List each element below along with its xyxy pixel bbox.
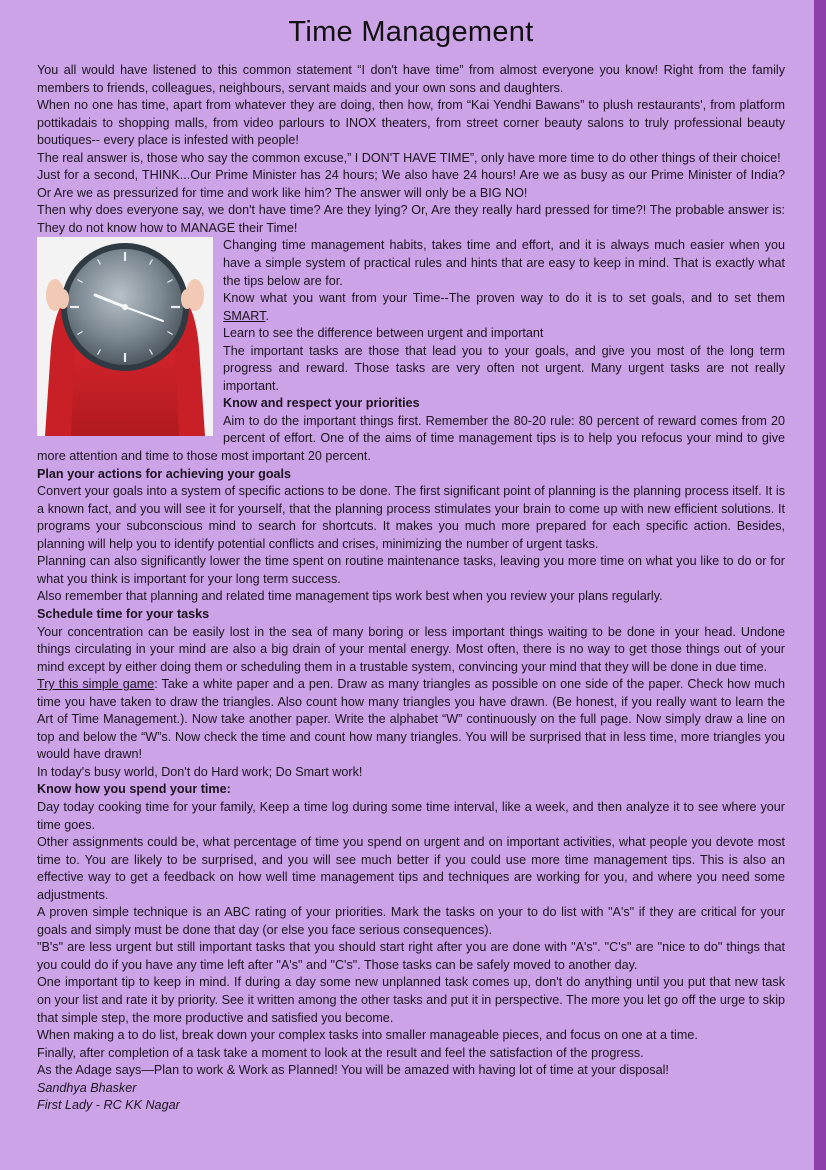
game-text: : Take a white paper and a pen. Draw as many triangles as possible on one side of the paper. Check how much time you have taken to draw the triangles. Also count how many triangles you have drawn. (Be honest, if you really want to learn the Art of Time Management.). Now take another paper. Write the alphabet “W” continuously on the full page. Now simply draw a line on top and below the “W”s. Now check the time and count how many triangles. You will be surprised that in less time, more triangles you would have drawn! — [37, 677, 785, 762]
tips-text: Know what you want from your Time--The proven way to do it is to set goals, and to set them — [223, 291, 785, 306]
decorative-side-band — [814, 0, 826, 1170]
clock-illustration — [37, 237, 213, 436]
article — [37, 0, 785, 1115]
signature-name: Sandhya Bhasker — [37, 1080, 137, 1095]
schedule-paragraph: In today's busy world, Don't do Hard work; Do Smart work! — [37, 764, 363, 779]
smart-link[interactable]: SMART — [223, 308, 266, 323]
know-paragraph: As the Adage says—Plan to work & Work as Planned! You will be amazed with having lot of time at your disposal! — [37, 1063, 669, 1078]
tips-text: . — [265, 308, 269, 323]
intro-paragraph: Then why does everyone say, we don't have time? Are they lying? Or, Are they really hard pressed for time?! The probable answer is: They do not know how to MANAGE their Time! — [37, 203, 785, 235]
section-heading-know: Know how you spend your time: — [37, 782, 231, 797]
know-paragraph: One important tip to keep in mind. If during a day some new unplanned task comes up, don't do anything until you put that new task on your list and rate it by priority. See it written among the other tasks and put it in perspective. The more you let go off the urge to skip that simple step, the more productive and satisfied you become. — [37, 975, 785, 1025]
schedule-paragraph: Your concentration can be easily lost in the sea of many boring or less important things waiting to be done in your head. Undone things circulating in your mind are also a big drain of your mental energy. Most often, there is no way to get those things out of your mind except by either doing them or scheduling them in a trustable system, convincing your mind that they will be done in due time. — [37, 624, 785, 674]
know-paragraph: Day today cooking time for your family, Keep a time log during some time interval, like a week, and then analyze it to see where your time goes. — [37, 799, 785, 832]
intro-paragraph: Just for a second, THINK...Our Prime Minister has 24 hours; We also have 24 hours! Are we as busy as our Prime Minister of India? Or Are we as pressurized for time and work like him? The answer will only be a BIG NO! — [37, 168, 785, 200]
game-paragraph — [37, 676, 785, 764]
game-label: Try this simple game — [37, 677, 155, 692]
section-heading-plan: Plan your actions for achieving your goals — [37, 466, 292, 481]
page-title: Time Management — [288, 16, 534, 48]
know-paragraph: Finally, after completion of a task take a moment to look at the result and feel the satisfaction of the progress. — [37, 1045, 644, 1060]
signature-title: First Lady - RC KK Nagar — [37, 1098, 180, 1113]
know-paragraph: "B's" are less urgent but still important tasks that you should start right after you are done with "A's". "C's" are "nice to do" things that you could do if you have any time left after "A's" and "C's". Those tasks can be safely moved to another day. — [37, 940, 785, 972]
intro-paragraph: The real answer is, those who say the common excuse,” I DON'T HAVE TIME”, only have more time to do other things of their choice! — [37, 150, 781, 165]
planning-paragraph: Convert your goals into a system of specific actions to be done. The first significant point of planning is the planning process itself. It is a known fact, and you will see it for yourself, that the planning process stimulates your brain to come up with new efficient solutions. It programs your subconscious mind to search for shortcuts. It makes you much more prepared for each specific action. Besides, planning will help you to identify potential conflicts and crises, minimizing the number of urgent tasks. — [37, 484, 785, 551]
section-heading-schedule: Schedule time for your tasks — [37, 606, 210, 621]
tips-paragraph: Aim to do the important things first. Remember the 80-20 rule: 80 percent of reward comes from 20 percent of effort. One of the aims of time management tips is to help you refocus your mind to give more attention and time to those most important 20 percent. — [37, 413, 785, 464]
planning-paragraph: Also remember that planning and related time management tips work best when you review your plans regularly. — [37, 589, 663, 604]
know-paragraph: A proven simple technique is an ABC rating of your priorities. Mark the tasks on your to do list with "A's" if they are critical for your goals and simply must be done that day (or else you face serious consequences). — [37, 905, 785, 937]
tips-paragraph: Changing time management habits, takes time and effort, and it is always much easier when you have a simple system of practical rules and hints that are easy to keep in mind. That is exactly what the tips below are for. — [223, 238, 785, 288]
section-heading-priorities: Know and respect your priorities — [223, 396, 420, 411]
intro-paragraph: When no one has time, apart from whatever they are doing, then how, from “Kai Yendhi Bawans” to plush restaurants', from platform pottikadais to shopping malls, from video parlours to INOX theaters, from street corner beauty salons to truly professional beauty boutiques-- every place is infested with people! — [37, 98, 785, 148]
tips-with-image — [37, 237, 785, 483]
know-paragraph: When making a to do list, break down your complex tasks into smaller manageable pieces, and focus on one at a time. — [37, 1028, 698, 1043]
person-holding-clock-image — [37, 237, 213, 436]
planning-paragraph: Planning can also significantly lower the time spent on routine maintenance tasks, leaving you more time on what you like to do or for what you think is important for your long term success. — [37, 554, 785, 586]
tips-paragraph: Learn to see the difference between urgent and important — [223, 326, 544, 341]
tips-paragraph: The important tasks are those that lead you to your goals, and give you most of the long term progress and reward. Those tasks are very often not urgent. Many urgent tasks are not really important. — [223, 343, 785, 393]
intro-paragraph: You all would have listened to this common statement “I don't have time” from almost everyone you know! Right from the family members to friends, colleagues, neighbours, servant maids and your own sons and daughters. — [37, 63, 785, 95]
know-paragraph: Other assignments could be, what percentage of time you spend on urgent and on important activities, what people you devote most time to. You are likely to be surprised, and you will see much better if you could use more time management tips. This is also an effective way to get a feedback on how well time management tips and techniques are working for you, and where you need some adjustments. — [37, 835, 785, 902]
